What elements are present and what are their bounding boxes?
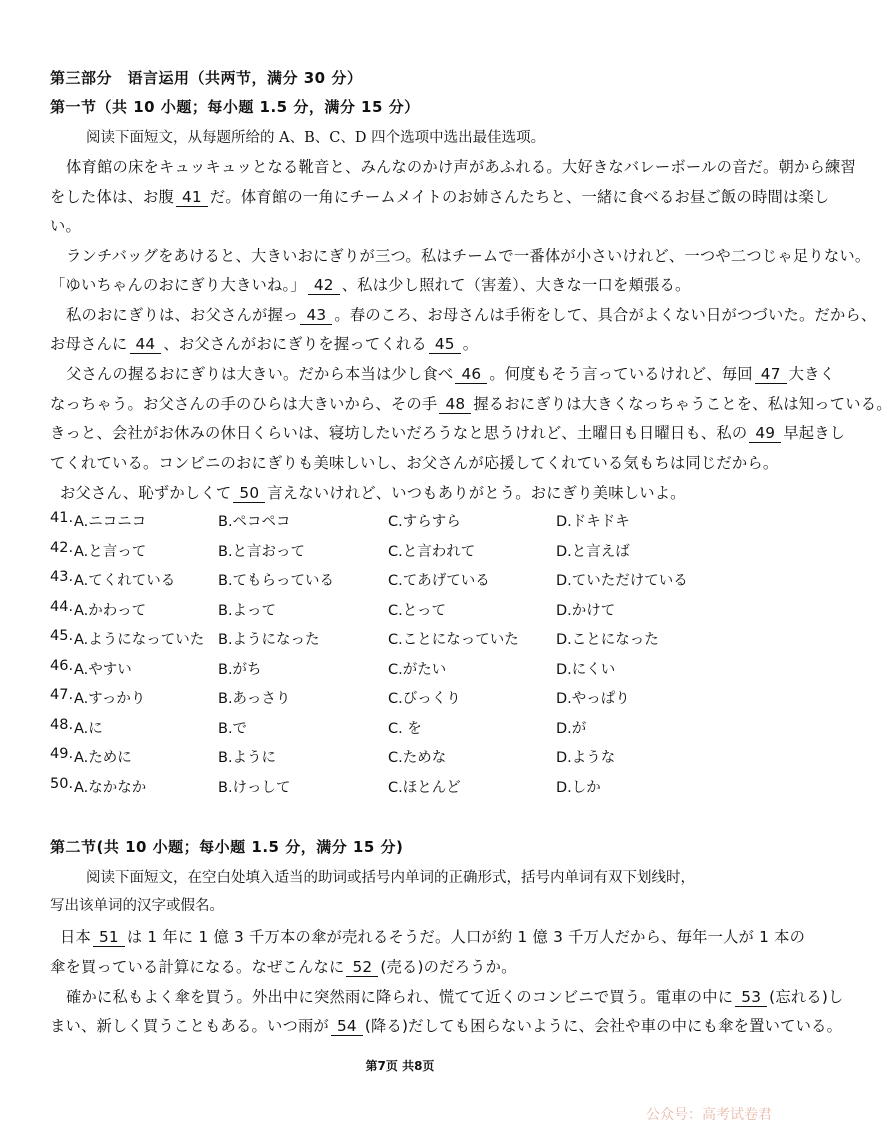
passage-text: 父さんの握るおにぎりは大きい。だから本当は少し食べ xyxy=(66,365,454,383)
passage-text: をした体は、お腹 xyxy=(50,188,174,206)
passage-text: 、お父さんがおにぎりを握ってくれる xyxy=(163,335,427,353)
option-d: D.と言えば xyxy=(556,543,630,560)
option-b: B.と言おって xyxy=(218,543,306,560)
option-a: A.やすい xyxy=(74,661,132,678)
option-c: C.ためな xyxy=(388,750,447,766)
question-number: 45. xyxy=(50,628,74,644)
question-number: 43. xyxy=(50,569,74,585)
blank-48: 48 xyxy=(439,396,471,414)
blank-44: 44 xyxy=(130,336,162,354)
blank-49: 49 xyxy=(749,425,781,443)
blank-50: 50 xyxy=(233,485,265,503)
option-a: A.ために xyxy=(74,750,132,766)
passage-text: まい、新しく買うこともある。いつ雨が xyxy=(50,1017,329,1035)
passage-text: だ。体育館の一角にチームメイトのお姉さんたちと、一緒に食べるお昼ご飯の時間は楽し xyxy=(209,188,830,206)
passage-text: (売る)のだろうか。 xyxy=(380,958,517,976)
passage-text: 握るおにぎりは大きくなっちゃうことを、私は知っている。 xyxy=(473,395,892,413)
question-row xyxy=(50,717,770,741)
option-d: D.ことになった xyxy=(556,632,659,648)
option-a: A.ニコニコ xyxy=(74,514,147,530)
part2-instruction: 阅读下面短文，在空白处填入适当的助词或括号内单词的正确形式，括号内单词有双下划线时， xyxy=(86,870,695,886)
blank-53: 53 xyxy=(735,989,767,1007)
option-b: B.けっして xyxy=(218,779,291,796)
option-c: C.すらすら xyxy=(388,514,461,530)
option-b: B.よって xyxy=(218,602,277,619)
passage-line xyxy=(66,985,844,1007)
part1-instruction: 阅读下面短文，从每题所给的 A、B、C、D 四个选项中选出最佳选项。 xyxy=(86,130,546,146)
option-d: D.かけて xyxy=(556,602,616,619)
question-number: 44. xyxy=(50,598,74,615)
passage-line xyxy=(50,273,690,295)
option-c: C. を xyxy=(388,720,422,737)
option-c: C.と言われて xyxy=(388,543,476,560)
blank-46: 46 xyxy=(455,366,487,384)
passage-text: 傘を買っている計算になる。なぜこんなに xyxy=(50,958,345,976)
option-b: B.あっさり xyxy=(218,691,291,707)
question-row xyxy=(50,599,770,623)
question-row xyxy=(50,658,770,682)
passage-text: 大きく xyxy=(788,365,836,383)
passage-line xyxy=(50,421,845,443)
question-number: 46. xyxy=(50,657,74,674)
option-d: D.やっぱり xyxy=(556,691,630,707)
passage-text: 体育館の床をキュッキュッとなる靴音と、みんなのかけ声があふれる。大好きなバレーボールの音だ。朝から練習 xyxy=(66,158,857,176)
passage-text: なっちゃう。お父さんの手のひらは大きいから、その手 xyxy=(50,395,438,413)
option-d: D.ドキドキ xyxy=(556,514,630,530)
question-number: 41. xyxy=(50,510,74,526)
option-b: B.ペコペコ xyxy=(218,514,291,530)
question-row xyxy=(50,746,770,770)
passage-line xyxy=(50,185,829,207)
passage-line xyxy=(50,451,778,473)
option-c: C.てあげている xyxy=(388,573,490,589)
option-b: B.てもらっている xyxy=(218,573,335,589)
option-b: B.がち xyxy=(218,661,262,678)
passage-line xyxy=(60,481,686,503)
passage-line xyxy=(50,1014,842,1036)
option-b: B.ようになった xyxy=(218,632,320,648)
blank-52: 52 xyxy=(346,959,378,977)
option-c: C.ことになっていた xyxy=(388,632,519,648)
question-row xyxy=(50,540,770,564)
question-number: 49. xyxy=(50,746,74,762)
passage-text: 日本 xyxy=(60,928,91,946)
option-d: D.にくい xyxy=(556,661,616,678)
section-title: 第三部分 语言运用（共两节，满分 30 分） xyxy=(50,69,363,87)
option-a: A.かわって xyxy=(74,602,147,619)
passage-line xyxy=(60,925,805,947)
passage-text: い。 xyxy=(50,217,81,235)
passage-text: 「ゆいちゃんのおにぎり大きいね。」 xyxy=(50,276,306,294)
passage-line xyxy=(66,362,835,384)
passage-text: 。何度もそう言っているけれど、毎回 xyxy=(489,365,753,383)
passage-line xyxy=(66,244,870,266)
option-a: A.に xyxy=(74,720,103,737)
question-number: 50. xyxy=(50,775,74,792)
blank-51: 51 xyxy=(93,929,125,947)
passage-text: お父さん、恥ずかしくて xyxy=(60,484,232,502)
passage-text: きっと、会社がお休みの休日くらいは、寝坊したいだろうなと思うけれど、土曜日も日曜日も、私の xyxy=(50,424,748,442)
passage-line xyxy=(50,214,81,236)
page-number: 第7页 共8页 xyxy=(365,1059,435,1073)
question-row xyxy=(50,687,770,711)
blank-42: 42 xyxy=(308,277,340,295)
passage-text: 。春のころ、お母さんは手術をして、具合がよくない日がつづいた。だから、 xyxy=(334,306,877,324)
passage-line xyxy=(66,303,876,325)
option-c: C.びっくり xyxy=(388,691,461,707)
question-number: 42. xyxy=(50,539,74,556)
option-c: C.とって xyxy=(388,602,446,619)
option-b: B.で xyxy=(218,720,248,737)
passage-line xyxy=(50,332,478,354)
blank-54: 54 xyxy=(331,1018,363,1036)
blank-47: 47 xyxy=(755,366,787,384)
part2-title: 第二节(共 10 小题；每小题 1.5 分，满分 15 分) xyxy=(50,838,404,856)
passage-text: お母さんに xyxy=(50,335,128,353)
option-d: D.ような xyxy=(556,750,616,766)
passage-text: 確かに私もよく傘を買う。外出中に突然雨に降られ、慌てて近くのコンビニで買う。電車の中に xyxy=(66,988,734,1006)
passage-line xyxy=(66,155,856,177)
watermark: 公众号：高考试卷君 xyxy=(646,1107,772,1123)
passage-text: 。 xyxy=(462,335,479,353)
passage-line xyxy=(50,392,892,414)
option-d: D.しか xyxy=(556,779,601,796)
option-d: D.が xyxy=(556,720,587,737)
passage-text: (忘れる)し xyxy=(769,988,844,1006)
option-c: C.がたい xyxy=(388,661,447,678)
blank-41: 41 xyxy=(176,189,208,207)
passage-text: ランチバッグをあけると、大きいおにぎりが三つ。私はチームで一番体が小さいけれど、一つや二つじゃ足りない。 xyxy=(66,247,871,265)
option-d: D.ていただけている xyxy=(556,573,688,589)
part1-title: 第一节（共 10 小题；每小题 1.5 分，满分 15 分） xyxy=(50,98,420,116)
option-a: A.と言って xyxy=(74,543,147,560)
option-a: A.なかなか xyxy=(74,779,147,796)
question-number: 47. xyxy=(50,687,74,703)
option-b: B.ように xyxy=(218,750,277,766)
passage-text: は 1 年に 1 億 3 千万本の傘が売れるそうだ。人口が約 1 億 3 千万人だから、毎年一人が 1 本の xyxy=(126,928,806,946)
option-a: A.すっかり xyxy=(74,691,146,707)
passage-text: (降る)だしても困らないように、会社や車の中にも傘を置いている。 xyxy=(364,1017,843,1035)
question-row xyxy=(50,776,770,800)
question-row xyxy=(50,569,770,593)
option-a: A.ようになっていた xyxy=(74,632,205,648)
question-number: 48. xyxy=(50,716,74,733)
part2-instruction: 写出该单词的汉字或假名。 xyxy=(50,898,224,914)
option-a: A.てくれている xyxy=(74,573,176,589)
blank-45: 45 xyxy=(429,336,461,354)
question-row xyxy=(50,628,770,652)
question-row xyxy=(50,510,770,534)
blank-43: 43 xyxy=(300,307,332,325)
passage-text: 私のおにぎりは、お父さんが握っ xyxy=(66,306,299,324)
passage-text: 早起きし xyxy=(783,424,846,442)
passage-text: 言えないけれど、いつもありがとう。おにぎり美味しいよ。 xyxy=(267,484,686,502)
option-c: C.ほとんど xyxy=(388,779,461,796)
passage-line xyxy=(50,955,517,977)
passage-text: てくれている。コンビニのおにぎりも美味しいし、お父さんが応援してくれている気もちは同じだから。 xyxy=(50,454,779,472)
passage-text: 、私は少し照れて（害羞）、大きな一口を頬張る。 xyxy=(341,276,691,294)
